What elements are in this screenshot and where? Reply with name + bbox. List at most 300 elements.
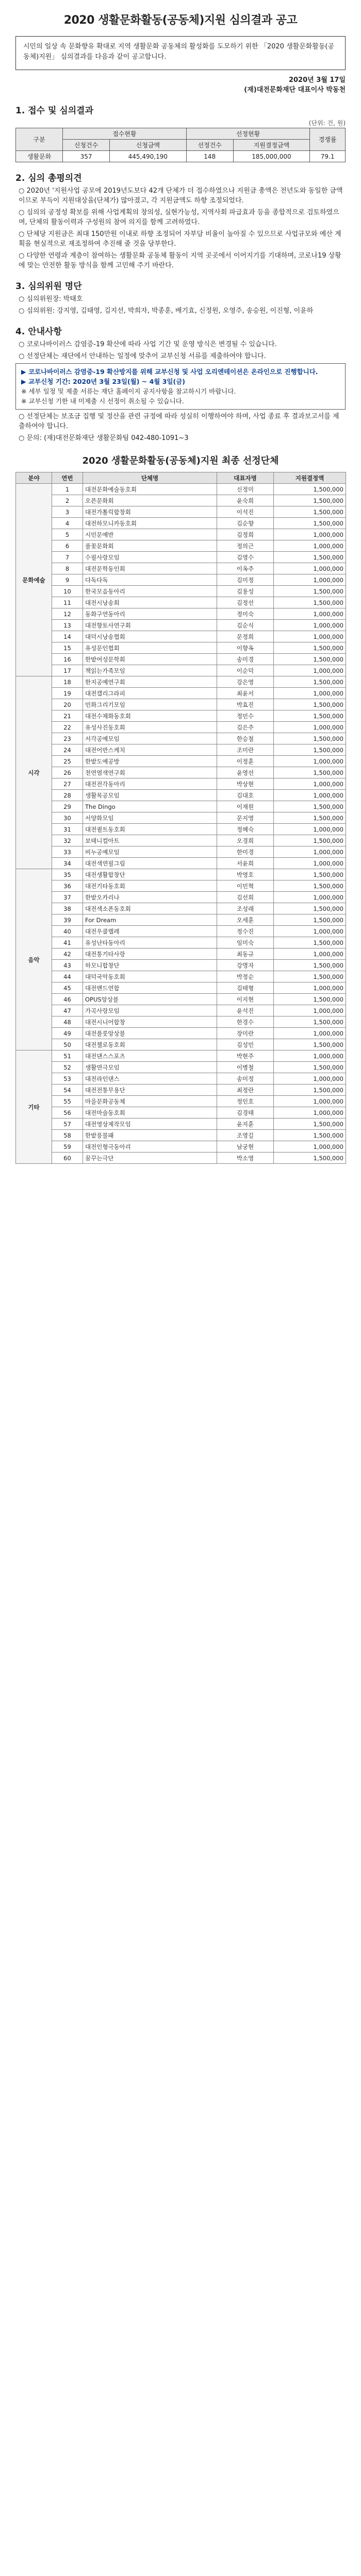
row-no: 34 xyxy=(52,858,83,869)
row-name: 한밭도예공방 xyxy=(83,756,217,767)
table-row xyxy=(16,801,346,812)
row-amt: 1,500,000 xyxy=(274,586,346,597)
table-row xyxy=(16,914,346,926)
notice-tail-item: ○ 선정단체는 보조금 집행 및 정산을 관련 규정에 따라 성실히 이행하여야 하며, 사업 종료 후 결과보고서를 제출하여야 합니다. xyxy=(19,413,339,430)
review-text xyxy=(19,186,346,270)
row-amt: 1,000,000 xyxy=(274,1141,346,1153)
row-amt: 1,000,000 xyxy=(274,756,346,767)
group-cell: 음악 xyxy=(16,869,52,1050)
row-rep: 정혜숙 xyxy=(217,824,274,835)
row-rep: 정인호 xyxy=(217,1096,274,1107)
table-row xyxy=(16,971,346,982)
row-amt: 1,000,000 xyxy=(274,824,346,835)
row-rep: 최윤서 xyxy=(217,688,274,699)
row-amt: 1,500,000 xyxy=(274,971,346,982)
row-amt: 1,500,000 xyxy=(274,812,346,824)
row-name: 대전전각동아리 xyxy=(83,778,217,790)
row-name: 대전통기타사랑 xyxy=(83,948,217,960)
row-name: 대전밴드연합 xyxy=(83,982,217,994)
row-amt: 1,000,000 xyxy=(274,665,346,676)
row-no: 43 xyxy=(52,960,83,971)
row-rep: 한승철 xyxy=(217,733,274,744)
row-name: OPUS앙상블 xyxy=(83,994,217,1005)
row-no: 14 xyxy=(52,631,83,642)
row-name: 대전하모니카동호회 xyxy=(83,518,217,529)
row-no: 3 xyxy=(52,506,83,518)
table-row xyxy=(16,767,346,778)
table-row xyxy=(16,1096,346,1107)
row-amt: 1,500,000 xyxy=(274,994,346,1005)
row-name: 시민문예반 xyxy=(83,529,217,540)
row-no: 53 xyxy=(52,1073,83,1084)
table-row xyxy=(16,608,346,620)
row-rep: 조미란 xyxy=(217,744,274,756)
row-no: 49 xyxy=(52,1028,83,1039)
row-amt: 1,500,000 xyxy=(274,597,346,608)
row-rep: 박소영 xyxy=(217,1153,274,1164)
summary-amt-select: 185,000,000 xyxy=(233,151,310,162)
row-amt: 1,000,000 xyxy=(274,574,346,586)
table-row xyxy=(16,778,346,790)
list-header-no: 연번 xyxy=(52,472,83,484)
row-amt: 1,000,000 xyxy=(274,892,346,903)
row-rep: 김경태 xyxy=(217,1107,274,1118)
row-amt: 1,500,000 xyxy=(274,744,346,756)
table-row xyxy=(16,518,346,529)
row-no: 51 xyxy=(52,1050,83,1062)
summary-header-col0: 구분 xyxy=(16,128,63,151)
row-amt: 1,500,000 xyxy=(274,654,346,665)
row-name: 대전첼로동호회 xyxy=(83,1039,217,1050)
row-name: 대전플룻앙상블 xyxy=(83,1028,217,1039)
table-row xyxy=(16,1107,346,1118)
row-no: 41 xyxy=(52,937,83,948)
table-row xyxy=(16,665,346,676)
row-no: 47 xyxy=(52,1005,83,1016)
row-rep: 신정미 xyxy=(217,484,274,495)
table-row xyxy=(16,631,346,642)
summary-header-apply: 접수현황 xyxy=(63,128,187,140)
row-no: 23 xyxy=(52,733,83,744)
row-rep: 문지영 xyxy=(217,812,274,824)
notice-text xyxy=(19,340,346,361)
review-item: ○ 심의의 공정성 확보를 위해 사업계획의 창의성, 실현가능성, 지역사회 파급효과 등을 종합적으로 검토하였으며, 단체의 활동이력과 구성원의 참여 의지를 함께 고려하였다. xyxy=(19,209,339,226)
row-amt: 1,500,000 xyxy=(274,710,346,722)
row-no: 44 xyxy=(52,971,83,982)
row-name: 대덕시낭송협회 xyxy=(83,631,217,642)
row-name: 대전색연필그림 xyxy=(83,858,217,869)
row-name: 대전우쿨렐레 xyxy=(83,926,217,937)
row-amt: 1,500,000 xyxy=(274,552,346,563)
row-rep: 이순덕 xyxy=(217,665,274,676)
row-amt: 1,000,000 xyxy=(274,948,346,960)
row-no: 37 xyxy=(52,892,83,903)
row-name: 민화그리기모임 xyxy=(83,699,217,710)
row-name: 대전수채화동호회 xyxy=(83,710,217,722)
row-rep: 김대호 xyxy=(217,790,274,801)
row-rep: 윤숙희 xyxy=(217,495,274,506)
row-amt: 1,000,000 xyxy=(274,1107,346,1118)
row-no: 17 xyxy=(52,665,83,676)
row-no: 59 xyxy=(52,1141,83,1153)
row-no: 6 xyxy=(52,540,83,552)
row-rep: 김순향 xyxy=(217,518,274,529)
row-name: 대전가톨릭합창회 xyxy=(83,506,217,518)
row-amt: 1,500,000 xyxy=(274,1153,346,1164)
row-no: 55 xyxy=(52,1096,83,1107)
row-rep: 조성래 xyxy=(217,903,274,914)
table-row xyxy=(16,563,346,574)
table-row xyxy=(16,597,346,608)
table-row xyxy=(16,733,346,744)
list-header-rep: 대표자명 xyxy=(217,472,274,484)
row-no: 27 xyxy=(52,778,83,790)
row-amt: 1,000,000 xyxy=(274,722,346,733)
table-row xyxy=(16,642,346,654)
table-row xyxy=(16,676,346,688)
row-rep: 김영수 xyxy=(217,552,274,563)
row-name: 한국모음동아리 xyxy=(83,586,217,597)
row-rep: 정민수 xyxy=(217,710,274,722)
list-header-name: 단체명 xyxy=(83,472,217,484)
row-rep: 이석진 xyxy=(217,506,274,518)
row-no: 11 xyxy=(52,597,83,608)
table-row xyxy=(16,1050,346,1062)
table-row xyxy=(16,1028,346,1039)
row-rep: 한경수 xyxy=(217,1016,274,1028)
committee-chair: ○ 심의위원장: 박태호 xyxy=(19,295,83,303)
summary-header-select: 선정현황 xyxy=(186,128,310,140)
row-no: 22 xyxy=(52,722,83,733)
row-name: 천연염색연구회 xyxy=(83,767,217,778)
table-row xyxy=(16,699,346,710)
row-no: 10 xyxy=(52,586,83,597)
summary-cnt-apply: 357 xyxy=(63,151,110,162)
row-name: 대전생활합창단 xyxy=(83,869,217,880)
selection-table xyxy=(15,472,346,1164)
table-row xyxy=(16,1005,346,1016)
row-rep: 이지현 xyxy=(217,994,274,1005)
row-rep: 이재원 xyxy=(217,801,274,812)
row-amt: 1,500,000 xyxy=(274,506,346,518)
row-no: 39 xyxy=(52,914,83,926)
row-name: 대전인형극동아리 xyxy=(83,1141,217,1153)
table-row xyxy=(16,1062,346,1073)
row-no: 7 xyxy=(52,552,83,563)
table-row xyxy=(16,495,346,506)
summary-header-cnt-select: 선정건수 xyxy=(186,140,233,151)
table-row xyxy=(16,1084,346,1096)
row-amt: 1,000,000 xyxy=(274,608,346,620)
row-rep: 송미정 xyxy=(217,1073,274,1084)
notice-tail xyxy=(19,412,346,443)
row-amt: 1,500,000 xyxy=(274,733,346,744)
table-row xyxy=(16,835,346,846)
row-name: 대전영상제작모임 xyxy=(83,1118,217,1130)
row-rep: 박현주 xyxy=(217,1050,274,1062)
row-rep: 이향옥 xyxy=(217,642,274,654)
row-amt: 1,000,000 xyxy=(274,563,346,574)
row-amt: 1,500,000 xyxy=(274,1039,346,1050)
group-cell: 시각 xyxy=(16,676,52,869)
row-name: 대전전통무용단 xyxy=(83,1084,217,1096)
row-name: 유성난타동아리 xyxy=(83,937,217,948)
row-amt: 1,500,000 xyxy=(274,495,346,506)
row-name: 대전어반스케치 xyxy=(83,744,217,756)
row-amt: 1,000,000 xyxy=(274,778,346,790)
date: 2020년 3월 17일 xyxy=(288,76,346,84)
row-rep: 조영길 xyxy=(217,1130,274,1141)
table-row xyxy=(16,688,346,699)
summary-header-amt-apply: 신청금액 xyxy=(110,140,187,151)
row-no: 19 xyxy=(52,688,83,699)
row-rep: 윤석진 xyxy=(217,1005,274,1016)
table-row xyxy=(16,540,346,552)
notice-box xyxy=(15,363,346,410)
table-row xyxy=(16,960,346,971)
row-amt: 1,500,000 xyxy=(274,699,346,710)
row-name: 대전댄스스포츠 xyxy=(83,1050,217,1062)
row-amt: 1,000,000 xyxy=(274,1050,346,1062)
table-row xyxy=(16,1153,346,1164)
row-amt: 1,500,000 xyxy=(274,880,346,892)
row-no: 60 xyxy=(52,1153,83,1164)
row-name: 대전문화예술동호회 xyxy=(83,484,217,495)
row-name: 서양화모임 xyxy=(83,812,217,824)
table-row xyxy=(16,1016,346,1028)
row-rep: 최동규 xyxy=(217,948,274,960)
table-row xyxy=(16,1073,346,1084)
row-rep: 한미경 xyxy=(217,846,274,858)
table-row xyxy=(16,710,346,722)
row-rep: 이민혁 xyxy=(217,880,274,892)
row-amt: 1,000,000 xyxy=(274,688,346,699)
row-amt: 1,500,000 xyxy=(274,484,346,495)
row-name: 대전캘리그라피 xyxy=(83,688,217,699)
list-title: 2020 생활문화활동(공동체)지원 최종 선정단체 xyxy=(82,455,279,466)
table-row xyxy=(16,846,346,858)
summary-amt-apply: 445,490,190 xyxy=(110,151,187,162)
group-cell: 문화예술 xyxy=(16,484,52,676)
table-row xyxy=(16,892,346,903)
table-row xyxy=(16,744,346,756)
summary-header-rate: 경쟁률 xyxy=(310,128,346,151)
row-no: 25 xyxy=(52,756,83,767)
row-rep: 강명자 xyxy=(217,960,274,971)
row-amt: 1,000,000 xyxy=(274,858,346,869)
row-amt: 1,000,000 xyxy=(274,620,346,631)
summary-header-amt-select: 지원결정금액 xyxy=(233,140,310,151)
table-row xyxy=(16,654,346,665)
committee-members: ○ 심의위원: 강지영, 김태영, 김지선, 박희자, 박종훈, 배기효, 신정원, 오영주, 송승원, 이진형, 이윤하 xyxy=(19,307,314,315)
row-rep: 김정희 xyxy=(217,529,274,540)
dateline xyxy=(0,75,346,95)
row-no: 13 xyxy=(52,620,83,631)
row-rep: 서윤희 xyxy=(217,858,274,869)
row-amt: 1,000,000 xyxy=(274,1005,346,1016)
row-name: 대전퀼트동호회 xyxy=(83,824,217,835)
table-row xyxy=(16,869,346,880)
unit-label: (단위: 건, 원) xyxy=(308,120,346,127)
row-name: 유성문인협회 xyxy=(83,642,217,654)
row-amt: 1,500,000 xyxy=(274,937,346,948)
table-row xyxy=(16,880,346,892)
notice-item: ○ 선정단체는 재단에서 안내하는 일정에 맞추어 교부신청 서류를 제출하여야 합니다. xyxy=(19,352,266,360)
row-name: 책읽는가족모임 xyxy=(83,665,217,676)
row-name: 유성사진동호회 xyxy=(83,722,217,733)
row-name: 한밭오카리나 xyxy=(83,892,217,903)
row-no: 32 xyxy=(52,835,83,846)
table-row xyxy=(16,586,346,597)
row-no: 46 xyxy=(52,994,83,1005)
row-no: 5 xyxy=(52,529,83,540)
notice-item: ○ 코로나바이러스 감염증-19 확산에 따라 사업 기간 및 운영 방식은 변경될 수 있습니다. xyxy=(19,341,277,348)
row-name: 대덕국악동호회 xyxy=(83,971,217,982)
row-no: 9 xyxy=(52,574,83,586)
table-row xyxy=(16,722,346,733)
row-rep: 김성민 xyxy=(217,1039,274,1050)
row-name: 대전시낭송회 xyxy=(83,597,217,608)
row-rep: 정미숙 xyxy=(217,608,274,620)
row-name: 대전문학동인회 xyxy=(83,563,217,574)
table-row xyxy=(16,552,346,563)
row-name: 대전향토사연구회 xyxy=(83,620,217,631)
section-3-heading: 3. 심의위원 명단 xyxy=(15,281,82,292)
row-rep: 최정란 xyxy=(217,1084,274,1096)
row-no: 4 xyxy=(52,518,83,529)
table-row xyxy=(16,506,346,518)
notice-box-line: ▶ 코로나바이러스 감염증-19 확산방지를 위해 교부신청 및 사업 오리엔테이션은 온라인으로 진행합니다. xyxy=(21,368,318,376)
summary-rate: 79.1 xyxy=(310,151,346,162)
row-no: 36 xyxy=(52,880,83,892)
row-rep: 이옥주 xyxy=(217,563,274,574)
row-amt: 1,500,000 xyxy=(274,1062,346,1073)
row-rep: 박정순 xyxy=(217,971,274,982)
row-no: 18 xyxy=(52,676,83,688)
table-row xyxy=(16,484,346,495)
row-rep: 오세훈 xyxy=(217,914,274,926)
row-rep: 김선희 xyxy=(217,892,274,903)
table-row xyxy=(16,903,346,914)
row-rep: 김태형 xyxy=(217,982,274,994)
row-amt: 1,500,000 xyxy=(274,1118,346,1130)
notice-box-line: ※ 교부신청 기한 내 미제출 시 선정이 취소될 수 있습니다. xyxy=(21,397,184,405)
table-row xyxy=(16,1118,346,1130)
row-name: 다독다독 xyxy=(83,574,217,586)
row-amt: 1,000,000 xyxy=(274,846,346,858)
table-row xyxy=(16,937,346,948)
row-name: 대전라인댄스 xyxy=(83,1073,217,1084)
summary-cnt-select: 148 xyxy=(186,151,233,162)
row-no: 2 xyxy=(52,495,83,506)
row-rep: 김은주 xyxy=(217,722,274,733)
notice-box-line: ※ 세부 일정 및 제출 서류는 재단 홈페이지 공지사항을 참고하시기 바랍니다. xyxy=(21,387,236,395)
row-name: 동화구연동아리 xyxy=(83,608,217,620)
page-title: 2020 생활문화활동(공동체)지원 심의결과 공고 xyxy=(63,14,298,27)
row-amt: 1,500,000 xyxy=(274,1084,346,1096)
row-no: 42 xyxy=(52,948,83,960)
summary-table xyxy=(15,128,346,162)
row-name: For Dream xyxy=(83,914,217,926)
row-no: 40 xyxy=(52,926,83,937)
section-2-heading: 2. 심의 총평의견 xyxy=(15,173,82,183)
row-no: 26 xyxy=(52,767,83,778)
row-rep: 임미숙 xyxy=(217,937,274,948)
row-amt: 1,000,000 xyxy=(274,540,346,552)
row-rep: 윤영선 xyxy=(217,767,274,778)
row-amt: 1,000,000 xyxy=(274,631,346,642)
review-item: ○ 다양한 연령과 계층이 참여하는 생활문화 공동체 활동이 지역 곳곳에서 이어지기를 기대하며, 코로나19 상황에 맞는 안전한 활동 방식을 함께 고민해 주기 바란다. xyxy=(19,252,341,269)
row-name: 대전색소폰동호회 xyxy=(83,903,217,914)
row-no: 56 xyxy=(52,1107,83,1118)
row-amt: 1,500,000 xyxy=(274,801,346,812)
row-amt: 1,500,000 xyxy=(274,960,346,971)
row-rep: 윤지훈 xyxy=(217,1118,274,1130)
row-no: 58 xyxy=(52,1130,83,1141)
row-name: 대전기타동호회 xyxy=(83,880,217,892)
row-no: 1 xyxy=(52,484,83,495)
row-rep: 박상현 xyxy=(217,778,274,790)
row-amt: 1,000,000 xyxy=(274,982,346,994)
row-no: 15 xyxy=(52,642,83,654)
table-row xyxy=(16,824,346,835)
row-no: 29 xyxy=(52,801,83,812)
row-name: 대전시니어합창 xyxy=(83,1016,217,1028)
row-rep: 정의근 xyxy=(217,540,274,552)
row-amt: 1,500,000 xyxy=(274,903,346,914)
table-row xyxy=(16,1141,346,1153)
row-no: 50 xyxy=(52,1039,83,1050)
section-4-heading: 4. 안내사항 xyxy=(15,327,62,337)
table-row xyxy=(16,529,346,540)
row-rep: 박효진 xyxy=(217,699,274,710)
summary-header-cnt-apply: 신청건수 xyxy=(63,140,110,151)
row-amt: 1,500,000 xyxy=(274,869,346,880)
row-amt: 1,000,000 xyxy=(274,1028,346,1039)
row-amt: 1,500,000 xyxy=(274,835,346,846)
row-name: 하모니합창단 xyxy=(83,960,217,971)
row-no: 54 xyxy=(52,1084,83,1096)
table-row xyxy=(16,620,346,631)
row-rep: 박영호 xyxy=(217,869,274,880)
row-rep: 김용성 xyxy=(217,586,274,597)
row-amt: 1,000,000 xyxy=(274,529,346,540)
row-rep: 김미정 xyxy=(217,574,274,586)
row-no: 21 xyxy=(52,710,83,722)
row-name: 꿈꾸는극단 xyxy=(83,1153,217,1164)
row-amt: 1,500,000 xyxy=(274,914,346,926)
table-row xyxy=(16,994,346,1005)
row-rep: 오경희 xyxy=(217,835,274,846)
section-1-heading: 1. 접수 및 심의결과 xyxy=(15,106,93,116)
row-amt: 1,500,000 xyxy=(274,676,346,688)
list-header-group: 분야 xyxy=(16,472,52,484)
table-row xyxy=(16,574,346,586)
row-amt: 1,500,000 xyxy=(274,642,346,654)
table-row xyxy=(16,790,346,801)
row-name: 가곡사랑모임 xyxy=(83,1005,217,1016)
list-header-amt: 지원결정액 xyxy=(274,472,346,484)
row-rep: 송미경 xyxy=(217,654,274,665)
table-row xyxy=(16,1130,346,1141)
table-row xyxy=(16,812,346,824)
row-name: 풀꽃문화회 xyxy=(83,540,217,552)
row-name: 대전마술동호회 xyxy=(83,1107,217,1118)
row-no: 12 xyxy=(52,608,83,620)
row-rep: 이정훈 xyxy=(217,756,274,767)
row-name: 생활연극모임 xyxy=(83,1062,217,1073)
row-name: 수필사랑모임 xyxy=(83,552,217,563)
